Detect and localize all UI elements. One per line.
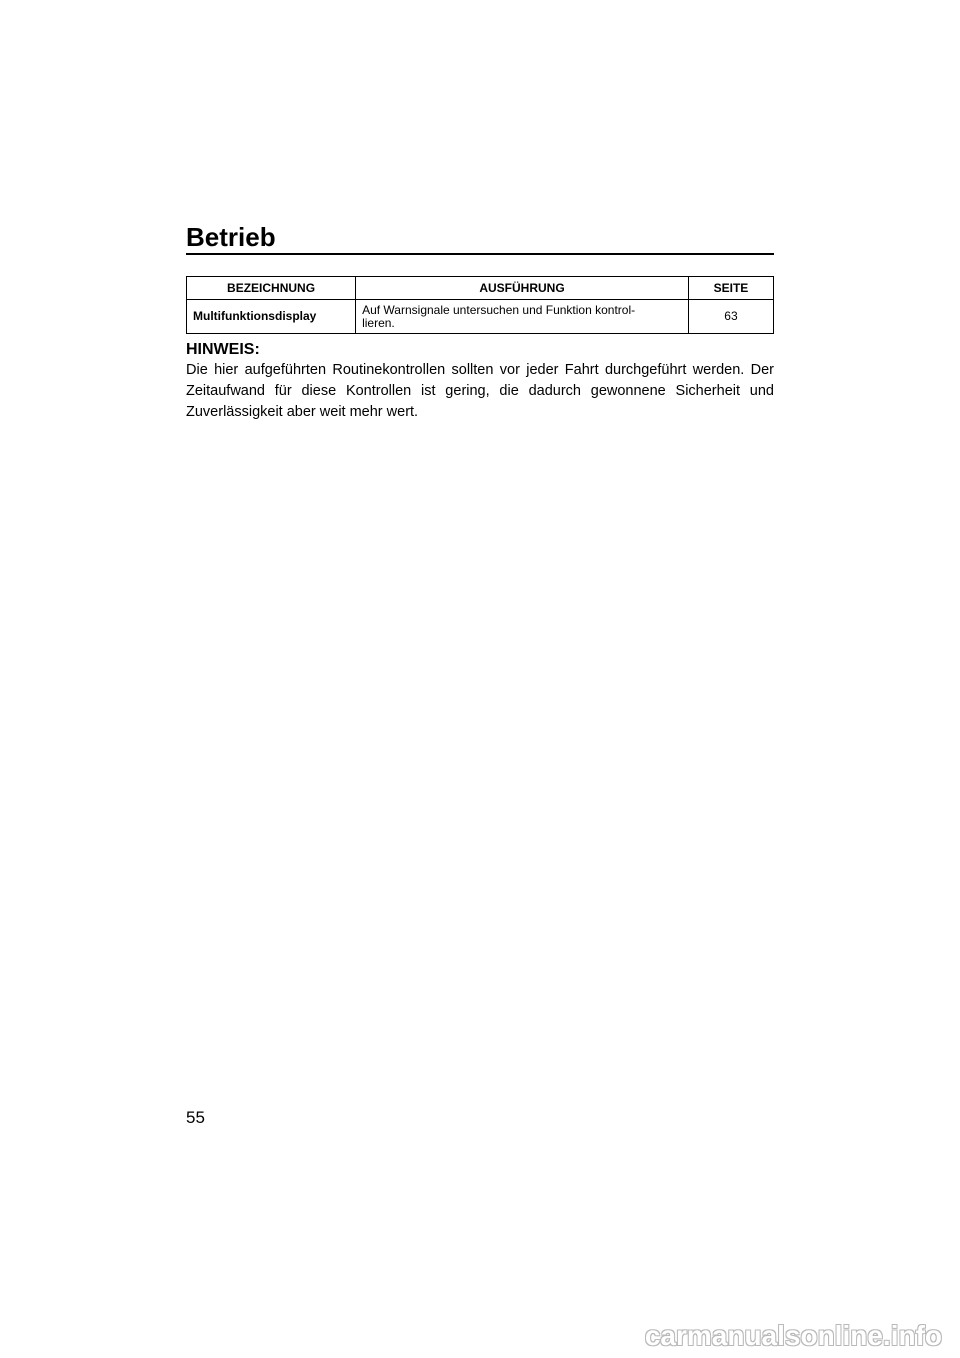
section-title: Betrieb	[186, 222, 276, 252]
title-rule	[186, 253, 774, 255]
control-table	[186, 276, 774, 334]
row-name: Multifunktionsdisplay	[187, 300, 356, 334]
page-number: 55	[186, 1108, 205, 1127]
header-ausfuehrung: AUSFÜHRUNG	[356, 277, 689, 300]
row-description: Auf Warnsignale untersuchen und Funktion kontrol- lieren.	[356, 300, 689, 334]
header-bezeichnung: BEZEICHNUNG	[187, 277, 356, 300]
row-page-ref: 63	[688, 300, 773, 334]
table-row	[187, 300, 774, 334]
note-text: Die hier aufgeführten Routinekontrollen sollten vor jeder Fahrt durchgeführt werden. Der Zeitaufwand für diese Kontrollen ist gering, die dadurch gewonnene Sicherheit und Zuverlässigkeit aber weit mehr wert.	[186, 362, 774, 420]
header-seite: SEITE	[688, 277, 773, 300]
note-heading: HINWEIS:	[186, 341, 260, 358]
watermark: carmanualsonline.info	[644, 1320, 942, 1351]
table-header-row	[187, 277, 774, 300]
